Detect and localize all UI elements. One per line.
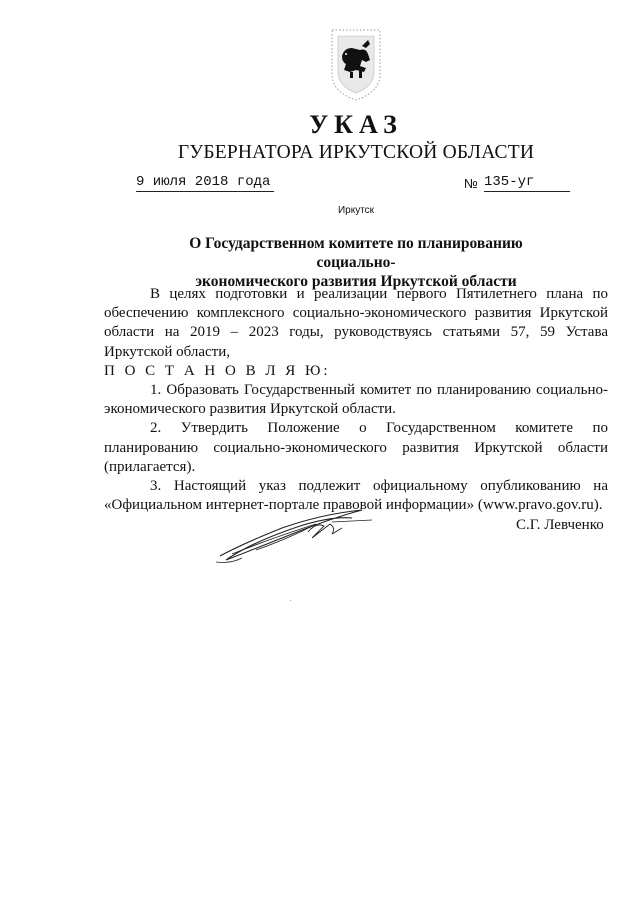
scan-speck	[290, 600, 291, 601]
signer-name: С.Г. Левченко	[516, 517, 604, 533]
preamble-paragraph: В целях подготовки и реализации первого Пятилетнего плана по обеспечению комплексного социально-экономического развития Иркутской области на 2019 – 2023 годы, руководствуясь статьями 57, 59 Устава Иркутской области,	[104, 286, 608, 360]
heading-line: О Государственном комитете по планированию социально-	[189, 235, 523, 271]
document-subtitle: ГУБЕРНАТОРА ИРКУТСКОЙ ОБЛАСТИ	[177, 142, 535, 163]
document-heading	[150, 234, 562, 291]
list-item: 3. Настоящий указ подлежит официальному опубликованию на «Официальном интернет-портале правовой информации» (www.pravo.gov.ru).	[104, 478, 608, 514]
list-item: 2. Утвердить Положение о Государственном комитете по планированию социально-экономического развития Иркутской области (прилагается).	[104, 420, 608, 475]
document-city: Иркутск	[337, 205, 375, 216]
document-body	[104, 285, 608, 515]
document-title: УКАЗ	[309, 110, 403, 139]
document-date: 9 июля 2018 года	[136, 174, 274, 192]
number-sign: №	[464, 176, 478, 191]
signature-image	[212, 498, 380, 572]
coat-of-arms-icon	[326, 26, 386, 104]
list-item: 1. Образовать Государственный комитет по планированию социально-экономического развития Иркутской области.	[104, 382, 608, 418]
resolve-line: П О С Т А Н О В Л Я Ю:	[104, 362, 331, 379]
heading-line: экономического развития Иркутской области	[195, 273, 517, 290]
document-number: 135-уг	[484, 174, 570, 192]
